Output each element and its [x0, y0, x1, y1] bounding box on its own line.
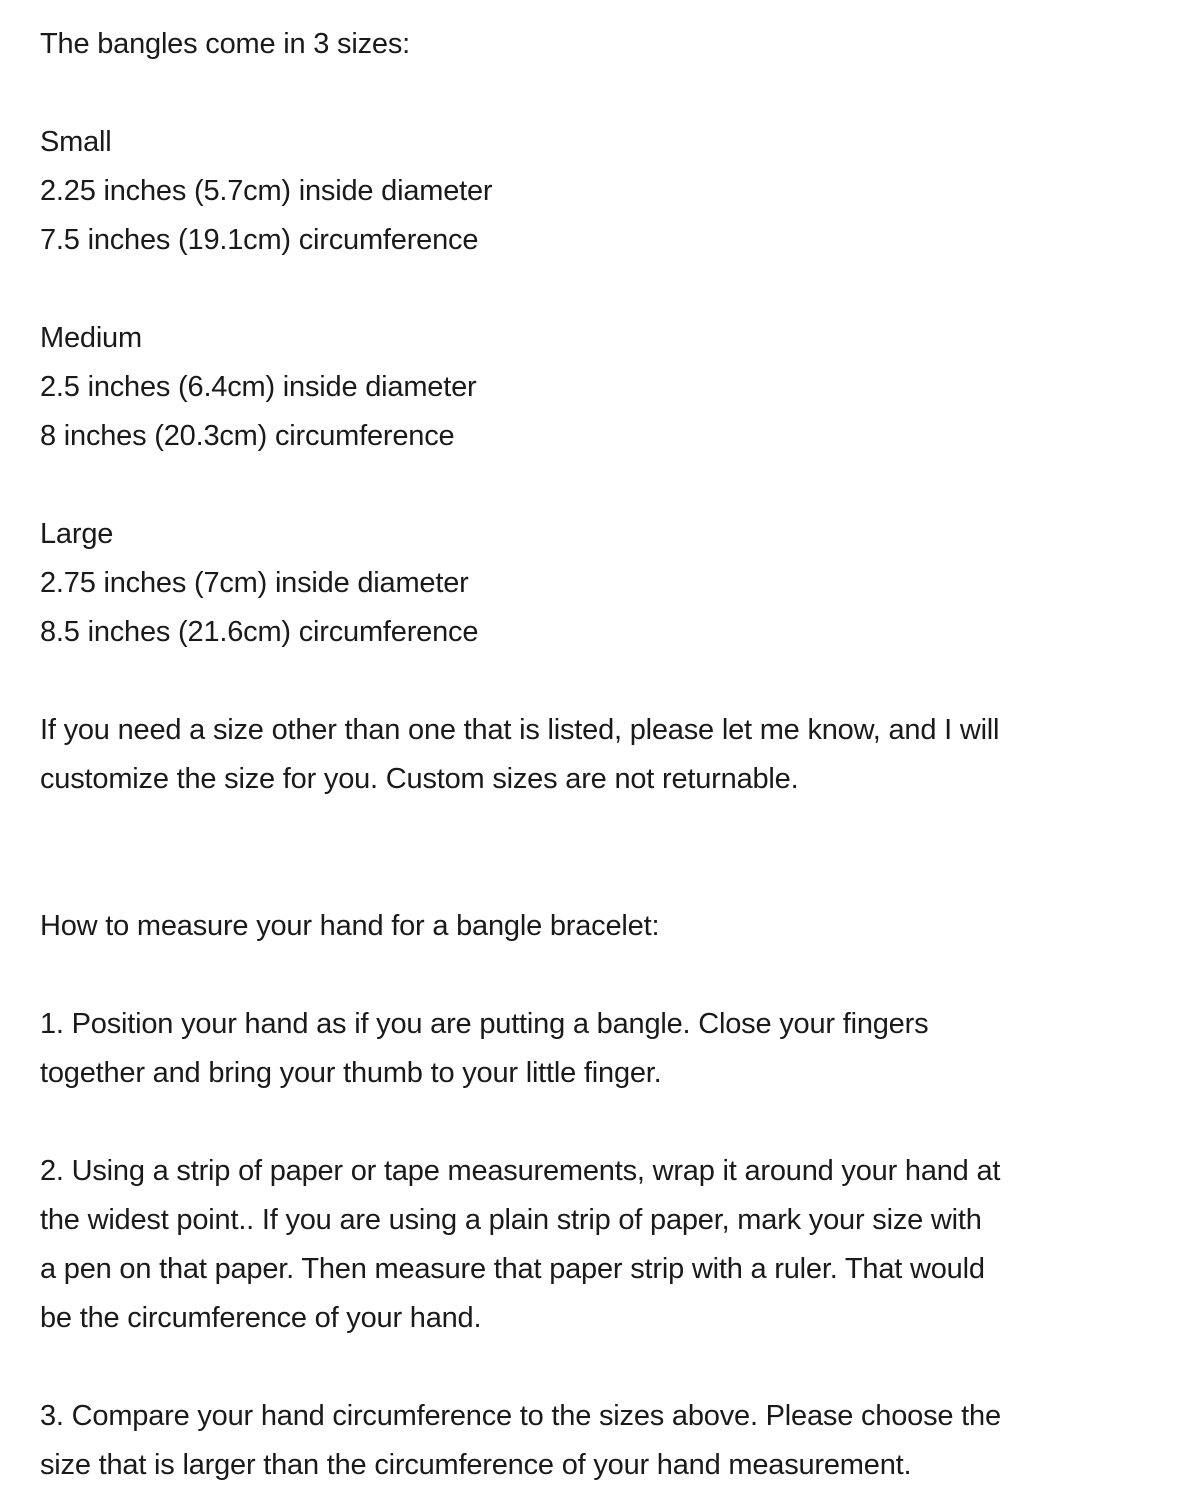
- how-to-title: How to measure your hand for a bangle bracelet:: [40, 910, 660, 942]
- size-medium: [40, 314, 1150, 461]
- paragraph-line: size that is larger than the circumference of your hand measurement.: [40, 1449, 912, 1481]
- paragraph-line: 3. Compare your hand circumference to the sizes above. Please choose the: [40, 1400, 1001, 1432]
- size-small: [40, 118, 1150, 265]
- paragraph-line: 2. Using a strip of paper or tape measurements, wrap it around your hand at: [40, 1155, 1001, 1187]
- paragraph-line: a pen on that paper. Then measure that paper strip with a ruler. That would: [40, 1253, 985, 1285]
- size-circumference: 8 inches (20.3cm) circumference: [40, 420, 455, 452]
- size-name: Large: [40, 518, 114, 550]
- step-3: [40, 1392, 1150, 1490]
- size-large: [40, 510, 1150, 657]
- size-name: Small: [40, 126, 112, 158]
- paragraph-line: If you need a size other than one that is listed, please let me know, and I will: [40, 714, 1000, 746]
- step-1: [40, 1000, 1150, 1098]
- paragraph-line: customize the size for you. Custom sizes are not returnable.: [40, 763, 799, 795]
- size-diameter: 2.5 inches (6.4cm) inside diameter: [40, 371, 477, 403]
- paragraph-line: together and bring your thumb to your little finger.: [40, 1057, 662, 1089]
- size-guide-document: [40, 20, 1150, 1490]
- intro-text: The bangles come in 3 sizes:: [40, 28, 410, 60]
- size-circumference: 7.5 inches (19.1cm) circumference: [40, 224, 479, 256]
- size-name: Medium: [40, 322, 142, 354]
- size-diameter: 2.75 inches (7cm) inside diameter: [40, 567, 469, 599]
- step-2: [40, 1147, 1150, 1343]
- custom-size-note: [40, 706, 1150, 804]
- paragraph-line: the widest point.. If you are using a plain strip of paper, mark your size with: [40, 1204, 982, 1236]
- size-circumference: 8.5 inches (21.6cm) circumference: [40, 616, 479, 648]
- size-diameter: 2.25 inches (5.7cm) inside diameter: [40, 175, 493, 207]
- paragraph-line: be the circumference of your hand.: [40, 1302, 482, 1334]
- paragraph-line: 1. Position your hand as if you are putting a bangle. Close your fingers: [40, 1008, 929, 1040]
